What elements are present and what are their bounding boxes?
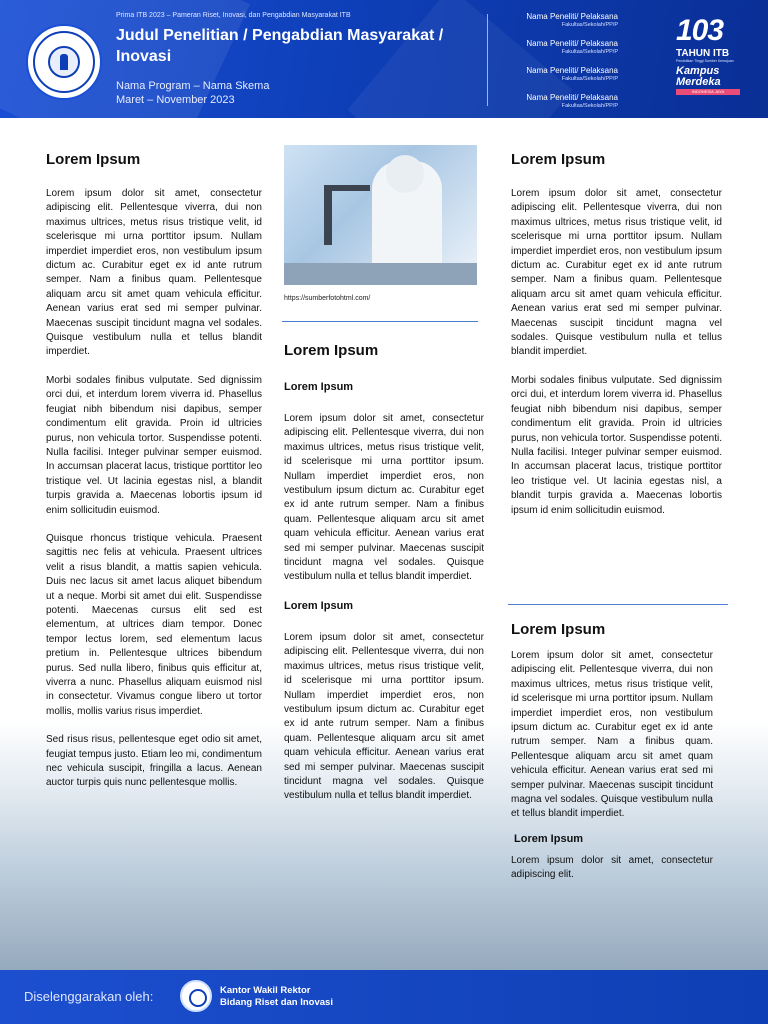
photo-hood xyxy=(386,155,424,193)
footer-bar xyxy=(0,970,768,1024)
paragraph: Morbi sodales finibus vulputate. Sed dignissim orci dui, et interdum lorem viverra id. Phasellus feugiat nibh bibendum nisi dapibus, semper condimentum elit gravida. Proin id ultricies purus, non vehicula tortor. Suspendisse potenti. Nulla facilisi. Integer pulvinar semper euismod. In accumsan placerat lacus, tristique porttitor leo tristique vel. Ut lacinia egestas nisl, a blandit turpis gravida a. Maecenas lobortis ipsum id enim sollicitudin euismod. xyxy=(46,374,262,516)
organizer-label: Diselenggarakan oleh: xyxy=(24,989,154,1004)
logo-number: 103 xyxy=(676,14,724,47)
seal-core xyxy=(48,46,80,78)
column-left xyxy=(46,151,262,805)
researcher-name: Nama Peneliti/ Pelaksana xyxy=(526,93,618,102)
logo-tagline: Pendidikan Tinggi Sumber Kemajuan xyxy=(676,59,734,63)
kampus-merdeka-logo: Kampus Merdeka xyxy=(676,65,721,88)
researcher-faculty: Fakultas/Sekolah/PP/P xyxy=(561,49,618,55)
paragraph: Lorem ipsum dolor sit amet, consectetur adipiscing elit. xyxy=(511,854,713,881)
paragraph: Lorem ipsum dolor sit amet, consectetur adipiscing elit. Pellentesque viverra, dui non maximus ultrices, metus risus tristique velit, id scelerisque mi urna porttitor ipsum. Nullam imperdiet imperdiet eros, non vestibulum ipsum dictum ac. Curabitur eget ex id ante rutrum semper. Nam a finibus quam. Pellentesque aliquam arcu sit amet quam vehicula efficitur. Aenean varius erat sed mi semper pulvinar. Maecenas suscipit tincidunt magna vel sodales. Quisque vestibulum nulla et tellus blandit imperdiet. xyxy=(284,413,484,583)
sub-heading: Lorem Ipsum xyxy=(284,381,354,393)
column-right-top xyxy=(511,151,722,532)
researcher-item xyxy=(498,66,618,84)
paragraph: Morbi sodales finibus vulputate. Sed dignissim orci dui, et interdum lorem viverra id. Phasellus feugiat nibh bibendum nisi dapibus, semper condimentum elit gravida. Proin id ultricies purus, non vehicula tortor. Suspendisse potenti. Nulla facilisi. Integer pulvinar semper euismod. In accumsan placerat lacus, tristique porttitor leo tristique vel. Ut lacinia egestas nisl, a blandit turpis gravida a. Maecenas lobortis ipsum id enim sollicitudin euismod. xyxy=(511,374,722,516)
researcher-item xyxy=(498,39,618,57)
paragraph: Quisque rhoncus tristique vehicula. Praesent sagittis nec felis at vehicula. Praesent ultrices velit a risus blandit, a mattis sapien vehicula. Duis nec lacus sit amet lacus aliquet bibendum ut a neque. Morbi sit amet dui elit. Suspendisse potenti. Maecenas cursus elit sed est elementum, at ultrices diam tempor. Donec tempor lectus lorem, sed elementum lacus pretium in. Pellentesque ultrices bibendum purus. Sed nulla libero, finibus quis efficitur at, viverra a nunc. Phasellus aliquam euismod nisl in consectetur. Vivamus congue libero ut tortor mollis, mollis varius risus imperdiet. xyxy=(46,532,262,717)
photo-bench xyxy=(284,263,477,285)
paragraph: Lorem ipsum dolor sit amet, consectetur adipiscing elit. Pellentesque viverra, dui non maximus ultrices, metus risus tristique velit, id scelerisque mi urna porttitor ipsum. Nullam imperdiet imperdiet eros, non vestibulum ipsum dictum ac. Curabitur eget ex id ante rutrum semper. Nam a finibus quam. Pellentesque aliquam arcu sit amet quam vehicula efficitur. Aenean varius erat sed mi semper pulvinar. Maecenas suscipit tincidunt magna vel sodales. Quisque vestibulum nulla et tellus blandit imperdiet. xyxy=(511,188,722,358)
anniversary-logo xyxy=(676,14,748,106)
researcher-item xyxy=(498,12,618,30)
section-heading: Lorem Ipsum xyxy=(511,621,606,638)
sub-heading: Lorem Ipsum xyxy=(514,832,584,845)
logo-tahun: TAHUN ITB xyxy=(676,48,730,59)
header-banner xyxy=(0,0,768,118)
researcher-name: Nama Peneliti/ Pelaksana xyxy=(526,12,618,21)
column-right-bottom xyxy=(511,621,713,893)
researcher-name: Nama Peneliti/ Pelaksana xyxy=(526,66,618,75)
researcher-item xyxy=(498,93,618,111)
page-title: Judul Penelitian / Pengabdian Masyarakat / Inovasi xyxy=(116,27,444,65)
sub-heading: Lorem Ipsum xyxy=(284,599,354,612)
paragraph: Sed risus risus, pellentesque eget odio sit amet, feugiat tempus justo. Etiam leo mi, condimentum nec vehicula suscipit, fringilla a lacus. Aenean auctor turpis quis nunc pellentesque mollis. xyxy=(46,734,262,789)
itb-seal-icon xyxy=(180,980,212,1012)
photo-microscope xyxy=(324,185,370,245)
program-info xyxy=(116,79,269,107)
paragraph: Lorem ipsum dolor sit amet, consectetur adipiscing elit. Pellentesque viverra, dui non maximus ultrices, metus risus tristique velit, id scelerisque mi urna porttitor ipsum. Nullam imperdiet imperdiet eros, non vestibulum ipsum dictum ac. Curabitur eget ex id ante rutrum semper. Nam a finibus quam. Pellentesque aliquam arcu sit amet quam vehicula efficitur. Aenean varius erat sed mi semper pulvinar. Maecenas suscipit tincidunt magna vel sodales. Quisque vestibulum nulla et tellus blandit imperdiet. xyxy=(511,650,713,820)
organizer-line: Kantor Wakil Rektor xyxy=(220,985,311,996)
program-name: Nama Program – Nama Skema xyxy=(116,80,270,92)
section-heading: Lorem Ipsum xyxy=(46,151,141,168)
lab-scientist-photo xyxy=(284,145,477,285)
organizer-name xyxy=(220,985,333,1009)
paragraph: Lorem ipsum dolor sit amet, consectetur adipiscing elit. Pellentesque viverra, dui non maximus ultrices, metus risus tristique velit, id scelerisque mi urna porttitor ipsum. Nullam imperdiet imperdiet eros, non vestibulum ipsum dictum ac. Curabitur eget ex id ante rutrum semper. Nam a finibus quam. Pellentesque aliquam arcu sit amet quam vehicula efficitur. Aenean varius erat sed mi semper pulvinar. Maecenas suscipit tincidunt magna vel sodales. Quisque vestibulum nulla et tellus blandit imperdiet. xyxy=(284,631,484,802)
photo-caption: https://sumberfotohtml.com/ xyxy=(284,295,371,302)
organizer-line: Bidang Riset dan Inovasi xyxy=(220,997,333,1008)
researcher-faculty: Fakultas/Sekolah/PP/P xyxy=(561,103,618,109)
researcher-faculty: Fakultas/Sekolah/PP/P xyxy=(561,76,618,82)
program-period: Maret – November 2023 xyxy=(116,94,235,106)
itb-seal-icon xyxy=(26,24,102,100)
section-heading: Lorem Ipsum xyxy=(284,342,379,359)
header-divider xyxy=(487,14,488,106)
paragraph: Lorem ipsum dolor sit amet, consectetur adipiscing elit. Pellentesque viverra, dui non maximus ultrices, metus risus tristique velit, id scelerisque mi urna porttitor ipsum. Nullam imperdiet imperdiet eros, non vestibulum ipsum dictum ac. Curabitur eget ex id ante rutrum semper. Nam a finibus quam. Pellentesque aliquam arcu sit amet quam vehicula efficitur. Aenean varius erat sed mi semper pulvinar. Maecenas suscipit tincidunt magna vel sodales. Quisque vestibulum nulla et tellus blandit imperdiet. xyxy=(46,188,262,358)
researcher-name: Nama Peneliti/ Pelaksana xyxy=(526,39,618,48)
event-name: Prima ITB 2023 – Pameran Riset, Inovasi, dan Pengabdian Masyarakat ITB xyxy=(116,12,351,19)
column-middle xyxy=(284,342,484,818)
section-divider xyxy=(508,604,728,605)
section-heading: Lorem Ipsum xyxy=(511,151,606,168)
researcher-faculty: Fakultas/Sekolah/PP/P xyxy=(561,22,618,28)
researcher-list xyxy=(498,12,618,118)
section-divider xyxy=(282,321,478,322)
indonesia-jaya-badge: INDONESIA JAYA xyxy=(676,89,740,95)
